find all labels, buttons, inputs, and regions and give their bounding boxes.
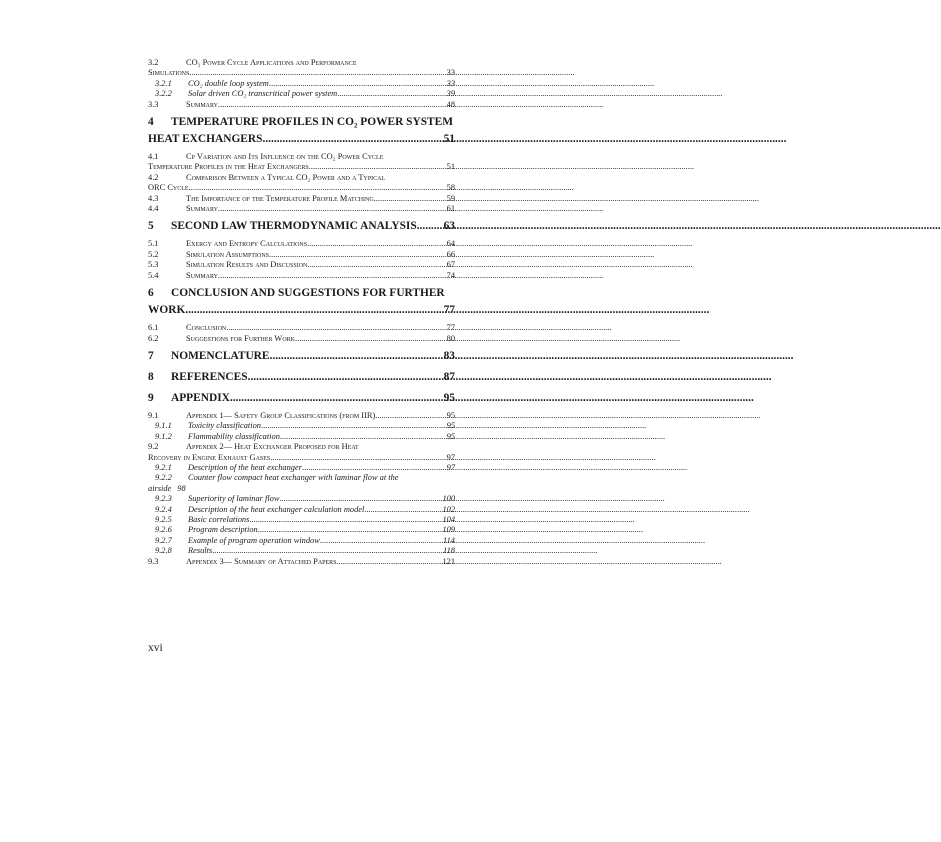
page-number: 83 <box>443 349 455 362</box>
dot-leader <box>218 204 446 214</box>
dot-leader <box>185 302 442 319</box>
entry-number: 9.1 <box>148 410 159 420</box>
toc-entry-9-2-7[interactable] <box>148 536 455 546</box>
entry-number: 5.3 <box>148 260 159 270</box>
toc-entry-9-2[interactable] <box>148 442 455 463</box>
entry-number: 4.4 <box>148 204 159 214</box>
toc-chapter-7[interactable] <box>148 348 455 365</box>
toc-entry-4-4[interactable] <box>148 204 455 214</box>
table-of-contents <box>148 58 455 567</box>
dot-leader <box>261 421 446 431</box>
entry-title-line1: CO₂ Power Cycle Applications and Performance <box>186 58 357 67</box>
page-number: 102 <box>442 504 455 514</box>
entry-title: Example of program operation window <box>188 535 320 545</box>
page-number: 87 <box>443 370 455 383</box>
toc-chapter-8[interactable] <box>148 369 455 386</box>
toc-entry-9-1[interactable] <box>148 411 455 421</box>
dot-leader <box>218 271 446 281</box>
entry-title-line2: Recovery in Engine Exhaust Gases <box>148 452 271 462</box>
entry-number: 6.1 <box>148 323 159 333</box>
toc-chapter-4[interactable] <box>148 114 455 148</box>
toc-chapter-6[interactable] <box>148 285 455 319</box>
page-number: 95 <box>446 421 455 431</box>
dot-leader <box>307 260 445 270</box>
page-number: 74 <box>446 270 455 280</box>
entry-title: Basic correlations <box>188 514 250 524</box>
toc-entry-9-2-1[interactable] <box>148 463 455 473</box>
entry-title: Summary <box>186 204 218 214</box>
page-number: 64 <box>446 239 455 249</box>
entry-title: Summary <box>186 99 218 109</box>
entry-title: Appendix 1— Safety Group Classifications (from IIR) <box>186 410 376 420</box>
page-number: 59 <box>446 193 455 203</box>
entry-title: Superiority of laminar flow <box>188 494 280 504</box>
entry-number: 3.2.2 <box>155 89 172 99</box>
toc-entry-9-2-8[interactable] <box>148 546 455 556</box>
toc-entry-9-2-2[interactable] <box>148 473 455 494</box>
toc-entry-9-2-6[interactable] <box>148 525 455 535</box>
page-number: 67 <box>446 260 455 270</box>
page-number: 80 <box>446 333 455 343</box>
chapter-title: APPENDIX <box>171 391 230 404</box>
entry-title-line1: Appendix 2— Heat Exchanger Proposed for Heat <box>186 442 359 452</box>
chapter-number: 6 <box>148 287 154 300</box>
page-number: 63 <box>443 220 455 233</box>
dot-leader <box>417 218 443 235</box>
toc-entry-3-2[interactable] <box>148 58 455 79</box>
page-number: 95 <box>446 431 455 441</box>
entry-number: 9.2.5 <box>155 514 172 524</box>
toc-entry-5-4[interactable] <box>148 271 455 281</box>
dot-leader <box>337 89 445 99</box>
chapter-title-line1: CONCLUSION AND SUGGESTIONS FOR FURTHER <box>171 287 445 300</box>
chapter-number: 5 <box>148 220 154 233</box>
toc-entry-4-2[interactable] <box>148 173 455 194</box>
entry-title: Suggestions for Further Work <box>186 333 295 343</box>
entry-number: 3.2 <box>148 58 159 67</box>
entry-number: 9.2.3 <box>155 494 172 504</box>
entry-number: 9.2.1 <box>155 462 172 472</box>
toc-entry-9-2-4[interactable] <box>148 505 455 515</box>
entry-title: CO₂ double loop system <box>188 78 269 88</box>
entry-number: 9.2.6 <box>155 525 172 535</box>
page-number: 98 <box>177 483 186 493</box>
dot-leader <box>269 250 446 260</box>
toc-chapter-5[interactable] <box>148 218 455 235</box>
dot-leader <box>230 390 443 407</box>
chapter-number: 7 <box>148 349 154 362</box>
dot-leader <box>320 536 442 546</box>
dot-leader <box>212 546 442 556</box>
dot-leader <box>302 463 446 473</box>
entry-number: 6.2 <box>148 333 159 343</box>
entry-number: 5.4 <box>148 270 159 280</box>
page-number: 33 <box>446 68 455 78</box>
dot-leader <box>269 79 446 89</box>
dot-leader <box>226 323 445 333</box>
page-number: 51 <box>443 133 455 146</box>
page-number: 114 <box>443 535 455 545</box>
chapter-number: 4 <box>148 116 154 129</box>
dot-leader <box>270 453 445 463</box>
dot-leader <box>374 194 446 204</box>
dot-leader <box>189 68 445 78</box>
page-number: 118 <box>443 546 455 556</box>
entry-title: Conclusion <box>186 323 227 333</box>
page-number: 39 <box>446 89 455 99</box>
entry-title-line1: Counter flow compact heat exchanger with laminar flow at the <box>188 473 399 483</box>
entry-number: 9.1.1 <box>155 421 172 431</box>
toc-entry-6-2[interactable] <box>148 334 455 344</box>
toc-entry-9-1-1[interactable] <box>148 421 455 431</box>
entry-title: Simulation Assumptions <box>186 249 270 259</box>
toc-entry-4-3[interactable] <box>148 194 455 204</box>
page-number: 33 <box>446 78 455 88</box>
toc-entry-3-2-1[interactable] <box>148 79 455 89</box>
toc-entry-5-3[interactable] <box>148 260 455 270</box>
page-number: 66 <box>446 249 455 259</box>
toc-entry-3-3[interactable] <box>148 100 455 110</box>
toc-entry-9-2-3[interactable] <box>148 494 455 504</box>
page-number: 51 <box>446 162 455 172</box>
entry-title-line2: Temperature Profiles in the Heat Exchangers <box>148 162 309 172</box>
toc-entry-5-1[interactable] <box>148 239 455 249</box>
entry-title: Appendix 3— Summary of Attached Papers <box>186 556 337 566</box>
page-number: 121 <box>442 556 455 566</box>
toc-entry-9-2-5[interactable] <box>148 515 455 525</box>
page-number: 48 <box>446 99 455 109</box>
entry-title: Description of the heat exchanger <box>188 462 302 472</box>
dot-leader <box>337 557 442 567</box>
entry-title: The Importance of the Temperature Profile Matching <box>186 193 374 203</box>
dot-leader <box>307 239 446 249</box>
page-number: 104 <box>442 514 455 524</box>
entry-title-line1: Comparison Between a Typical CO₂ Power and a Typical <box>186 172 386 182</box>
page-number: 77 <box>446 323 455 333</box>
dot-leader <box>375 411 445 421</box>
page-number: 95 <box>443 391 455 404</box>
page-numeral: xvi <box>148 642 163 654</box>
dot-leader <box>364 505 441 515</box>
entry-title-line2: airside <box>148 483 172 493</box>
dot-leader <box>270 348 443 365</box>
entry-number: 4.2 <box>148 172 159 182</box>
dot-leader <box>262 131 442 148</box>
chapter-number: 9 <box>148 391 154 404</box>
dot-leader <box>218 100 446 110</box>
entry-title: Simulation Results and Discussion <box>186 260 308 270</box>
entry-number: 5.2 <box>148 249 159 259</box>
dot-leader <box>189 183 446 193</box>
entry-number: 3.2.1 <box>155 78 172 88</box>
entry-title-line1: Cp Variation and Its Influence on the CO₂ Power Cycle <box>186 152 384 162</box>
chapter-title: REFERENCES <box>171 370 248 383</box>
entry-number: 5.1 <box>148 239 159 249</box>
entry-number: 9.2.8 <box>155 546 172 556</box>
dot-leader <box>249 515 441 525</box>
page-number: 100 <box>442 494 455 504</box>
entry-title: Toxicity classification <box>188 421 261 431</box>
page-number: 109 <box>442 525 455 535</box>
page-number: 77 <box>443 304 455 317</box>
entry-number: 4.3 <box>148 193 159 203</box>
page-number: 58 <box>446 183 455 193</box>
entry-number: 9.2 <box>148 442 159 452</box>
entry-title: Description of the heat exchanger calculation model <box>188 504 365 514</box>
entry-title: Results <box>188 546 213 556</box>
toc-entry-9-1-2[interactable] <box>148 432 455 442</box>
toc-entry-6-1[interactable] <box>148 323 455 333</box>
dot-leader <box>295 334 446 344</box>
entry-number: 9.2.4 <box>155 504 172 514</box>
page-number: 95 <box>446 410 455 420</box>
page-number: 97 <box>446 452 455 462</box>
page-number: 61 <box>446 204 455 214</box>
entry-title: Flammability classification <box>188 431 280 441</box>
toc-entry-9-3[interactable] <box>148 557 455 567</box>
chapter-title: NOMENCLATURE <box>171 349 270 362</box>
entry-title: Summary <box>186 270 218 280</box>
entry-number: 9.2.2 <box>155 473 172 483</box>
entry-title-line2: Simulations <box>148 68 190 78</box>
entry-title: Exergy and Entropy Calculations <box>186 239 308 249</box>
toc-entry-3-2-2[interactable] <box>148 89 455 99</box>
dot-leader <box>309 162 446 172</box>
chapter-title-line1: TEMPERATURE PROFILES IN CO₂ POWER SYSTEM <box>171 116 453 129</box>
entry-title: Solar driven CO₂ transcritical power system <box>188 89 338 99</box>
entry-title: Program description <box>188 525 258 535</box>
chapter-number: 8 <box>148 370 154 383</box>
toc-chapter-9[interactable] <box>148 390 455 407</box>
dot-leader <box>258 525 442 535</box>
entry-number: 3.3 <box>148 99 159 109</box>
toc-entry-4-1[interactable] <box>148 152 455 173</box>
entry-title-line2: ORC Cycle <box>148 183 189 193</box>
entry-number: 9.1.2 <box>155 431 172 441</box>
dot-leader <box>248 369 443 386</box>
chapter-title: SECOND LAW THERMODYNAMIC ANALYSIS <box>171 220 417 233</box>
entry-number: 9.3 <box>148 556 159 566</box>
toc-entry-5-2[interactable] <box>148 250 455 260</box>
entry-number: 9.2.7 <box>155 535 172 545</box>
chapter-title-line2: WORK <box>148 304 186 317</box>
entry-number: 4.1 <box>148 152 159 162</box>
dot-leader <box>279 494 441 504</box>
dot-leader <box>280 432 446 442</box>
page-number: 97 <box>446 462 455 472</box>
chapter-title-line2: HEAT EXCHANGERS <box>148 133 263 146</box>
